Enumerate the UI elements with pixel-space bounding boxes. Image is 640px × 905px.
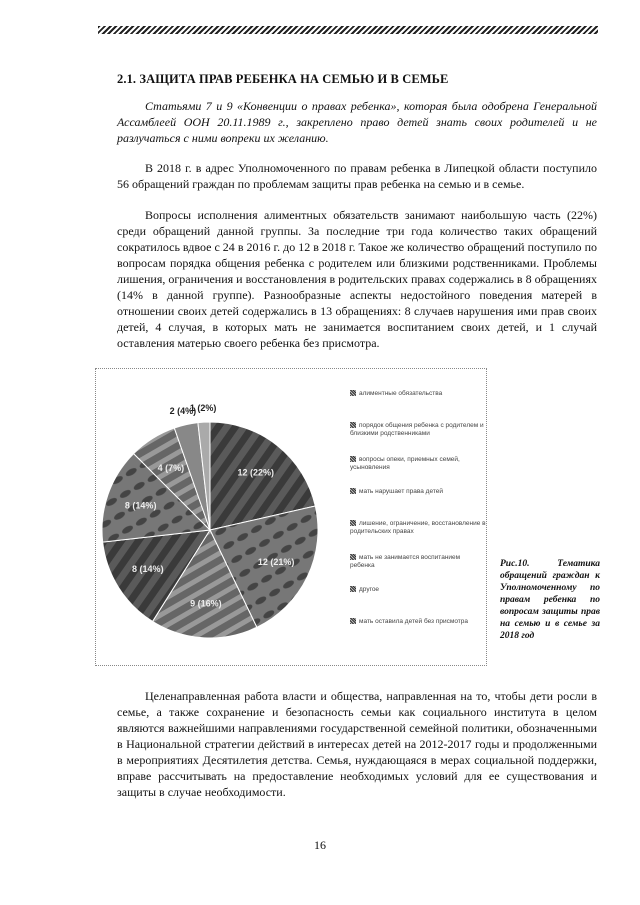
header-pattern-band — [98, 26, 598, 34]
legend-swatch — [350, 422, 356, 428]
legend-item: вопросы опеки, приемных семей, усыновления — [350, 456, 460, 471]
epigraph: Статьями 7 и 9 «Конвенции о правах ребенка», которая была одобрена Генеральной Ассамблеей ООН 20.11.1989 г., закреплено право детей знать своих родителей и не разлучаться с ними вопреки их желанию. — [117, 99, 597, 145]
legend-swatch — [350, 520, 356, 526]
legend-item: мать не занимается воспитанием ребенка — [350, 554, 461, 569]
legend-item: лишение, ограничение, восстановление в родительских правах — [350, 520, 486, 535]
legend-item: другое — [350, 586, 486, 594]
figure-caption: Рис.10. Тематика обращений граждан к Уполномоченному по правам ребенка по вопросам защиты прав на семью и в семье за 2018 год — [500, 559, 600, 641]
legend-swatch — [350, 618, 356, 624]
legend-item: мать оставила детей без присмотра — [350, 618, 486, 626]
legend-swatch — [350, 456, 356, 462]
pie-chart — [100, 370, 350, 660]
legend-swatch — [350, 390, 356, 396]
legend-item: алиментные обязательства — [350, 390, 486, 398]
paragraph-1: В 2018 г. в адрес Уполномоченного по правам ребенка в Липецкой области поступило 56 обращений граждан по проблемам защиты прав ребенка на семью и в семье. — [117, 161, 597, 191]
paragraph-3: Целенаправленная работа власти и общества, направленная на то, чтобы дети росли в семье, а также сохранение и безопасность семьи как социального института в целом являются важнейшими направлениями государственной семейной политики, обозначенными в Национальной стратегии действий в интересах детей на 2012-2017 годы и продолженными в мероприятиях Десятилетия детства. Семья, нуждающаяся в мерах социальной поддержки, вправе рассчитывать на предоставление необходимых условий для ее существования и защиты в случае необходимости. — [117, 689, 597, 799]
pie-label: 8 (14%) — [132, 564, 164, 575]
legend-item: порядок общения ребенка с родителем и близкими родственниками — [350, 422, 484, 437]
legend-item: мать нарушает права детей — [350, 488, 486, 496]
paragraph-2: Вопросы исполнения алиментных обязательств занимают наибольшую часть (22%) среди обращений данной группы. За последние три года количество таких обращений сократилось вдвое с 24 в 2016 г. до 12 в 2018 г. Такое же количество обращений поступило по вопросам порядка общения ребенка с родителем или близкими родственниками. Проблемы лишения, ограничения и восстановления в родительских правах содержались в 8 обращениях (14% в данной группе). Разнообразные аспекты недостойного поведения матерей в отношении своих детей содержались в 13 обращениях: 8 случаев нарушения ими прав своих детей, 4 случая, в которых мать не занимается воспитанием своих детей, и 1 случай оставления матерью своего ребенка без присмотра. — [117, 208, 597, 350]
pie-label: 4 (7%) — [157, 462, 185, 473]
pie-label: 1 (2%) — [189, 403, 217, 414]
pie-label: 2 (4%) — [169, 406, 197, 417]
page-number: 16 — [314, 838, 326, 852]
section-title: 2.1. ЗАЩИТА ПРАВ РЕБЕНКА НА СЕМЬЮ И В СЕМЬЕ — [117, 72, 449, 86]
pie-label: 12 (22%) — [237, 467, 275, 478]
pie-label: 8 (14%) — [124, 500, 157, 511]
pie-label: 12 (21%) — [257, 556, 295, 567]
legend-swatch — [350, 488, 356, 494]
pie-label: 9 (16%) — [190, 598, 222, 609]
legend-swatch — [350, 554, 356, 560]
legend-swatch — [350, 586, 356, 592]
